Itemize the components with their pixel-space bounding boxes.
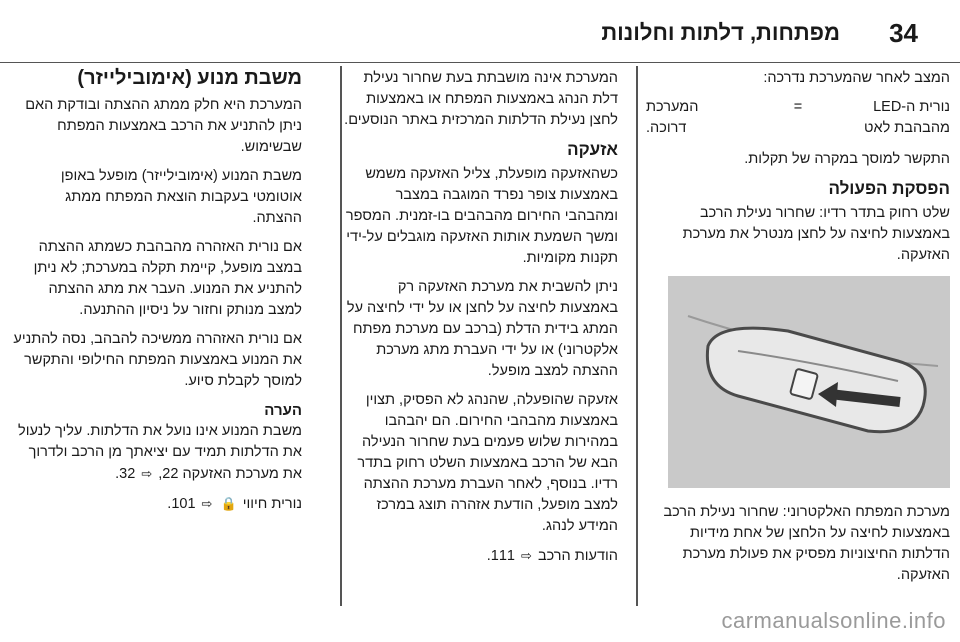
system-not-disarmed-text: המערכת אינה מושבתת בעת שחרור נעילת דלת הנהג באמצעות המפתח או באמצעות לחצן נעילת הדלתות המרכזית באתר הנוסעים. (344, 70, 618, 128)
definition-equals (783, 118, 813, 139)
page-header (0, 0, 960, 63)
fault-text: התקשר למוסך במקרה של תקלות. (744, 151, 950, 167)
page-reference-icon: ⇨ (521, 548, 532, 563)
page-title: מפתחות, דלתות וחלונות (601, 20, 840, 45)
page-number: 34 (889, 18, 918, 48)
door-handle-figure (668, 276, 950, 488)
column-left (12, 68, 302, 523)
note-reference-page[interactable]: 32 (119, 466, 136, 482)
definition-value: המערכת (646, 99, 699, 115)
status-definitions (646, 97, 950, 139)
watermark: carmanualsonline.info (721, 608, 946, 633)
indicator-reference: נורית חיווי 🔒 ⇨ 101. (12, 493, 302, 515)
definition-value: דרוכה. (646, 120, 687, 136)
lock-warning-icon: 🔒 (220, 496, 237, 511)
note-heading: הערה (264, 402, 302, 419)
reference-page[interactable]: 111 (490, 548, 515, 564)
page-reference-icon: ⇨ (201, 496, 213, 511)
immobilizer-paragraph: אם נורית האזהרה ממשיכה להבהב, נסה להתניע את המנוע באמצעות המפתח החילופי והתקשר למוסך לקבלת סיוע. (13, 331, 302, 389)
alarm-paragraph: ניתן להשבית את מערכת האזעקה רק באמצעות לחיצה על לחצן או על ידי לחיצה על המתג בידית הדלת (ברכב עם מערכת מפתח אלקטרוני) או על ידי העברת מתג מערכת ההצתה למצב מופעל. (346, 279, 618, 379)
page-reference-icon: ⇨ (141, 466, 153, 481)
column-divider (636, 66, 638, 606)
stop-text: שלט רחוק בתדר רדיו: שחרור נעילת הרכב באמצעות לחיצה על לחצן מנטרל את מערכת האזעקה. (682, 205, 950, 263)
immobilizer-paragraph: משבת המנוע (אימובילייזר) מופעל באופן אוטומטי בעקבות הוצאת המפתח ממתג ההצתה. (60, 168, 302, 226)
immobilizer-paragraph: אם נורית האזהרה מהבהבת כשמתג ההצתה במצב מופעל, קיימת תקלה במערכת; לא ניתן להתניע את המנוע. העבר את מתג ההצתה למצב מנותק וחזור על ניסיון ההתנעה. (33, 239, 302, 318)
definition-row (646, 118, 950, 139)
immobilizer-heading: משבת מנוע (אימובילייזר) (77, 67, 302, 89)
definition-row (646, 97, 950, 118)
column-middle (340, 68, 618, 575)
note-body: משבת המנוע אינו נועל את הדלתות. עליך לנעול את הדלתות תמיד עם יציאתך מן הרכב ולדרוך את מערכת האזעקה 22, (18, 423, 302, 482)
column-right (646, 68, 950, 594)
alarm-paragraph: אזעקה שהופעלה, שהנהג לא הפסיק, תצוין באמצעות מהבהבי החירום. הם יהבהבו במהירות שלוש פעמים בעת שחרור הנעילה הבא של הרכב באמצעות השלט רחוק בתדר רדיו. בנוסף, לאחר העברת מערכת ההצתה למצב מופעל, הודעת אזהרה תוצג במרכז המידע לנהג. (357, 392, 618, 534)
indicator-reference-page[interactable]: 101 (171, 496, 196, 512)
reference-label: הודעות הרכב (537, 548, 618, 564)
armed-intro: המצב לאחר שהמערכת נדרכה: (763, 70, 950, 86)
note-text: משבת המנוע אינו נועל את הדלתות. עליך לנעול את הדלתות תמיד עם יציאתך מן הרכב ולדרוך את מערכת האזעקה 22, ⇨ 32. (18, 423, 302, 482)
electronic-key-text: מערכת המפתח האלקטרוני: שחרור נעילת הרכב באמצעות לחיצה על הלחצן של אחת מידיות הדלתות החיצוניות מפסיק את פעולת מערכת האזעקה. (663, 504, 950, 583)
door-handle-icon (668, 276, 950, 488)
alarm-paragraph: כשהאזעקה מופעלת, צליל האזעקה משמש באמצעות צופר נפרד המוגבה במצבר ומהבהבי החירום מהבהבים בו-זמנית. המספר ומשך השמעת אותות האזעקה מוגבלים על-ידי תקנות מקומיות. (345, 166, 618, 266)
alarm-heading: אזעקה (567, 140, 618, 159)
indicator-label: נורית חיווי (242, 496, 302, 512)
stop-heading: הפסקת הפעולה (828, 179, 950, 198)
definition-equals: = (793, 99, 803, 115)
immobilizer-paragraph: המערכת היא חלק ממתג ההצתה ובודקת האם ניתן להתניע את הרכב באמצעות המפתח שבשימוש. (25, 97, 302, 155)
definition-key: מהבהבת לאט (864, 120, 950, 136)
vehicle-messages-reference: הודעות הרכב ⇨ 111. (340, 545, 618, 567)
definition-key: נורית ה-LED (873, 99, 950, 115)
